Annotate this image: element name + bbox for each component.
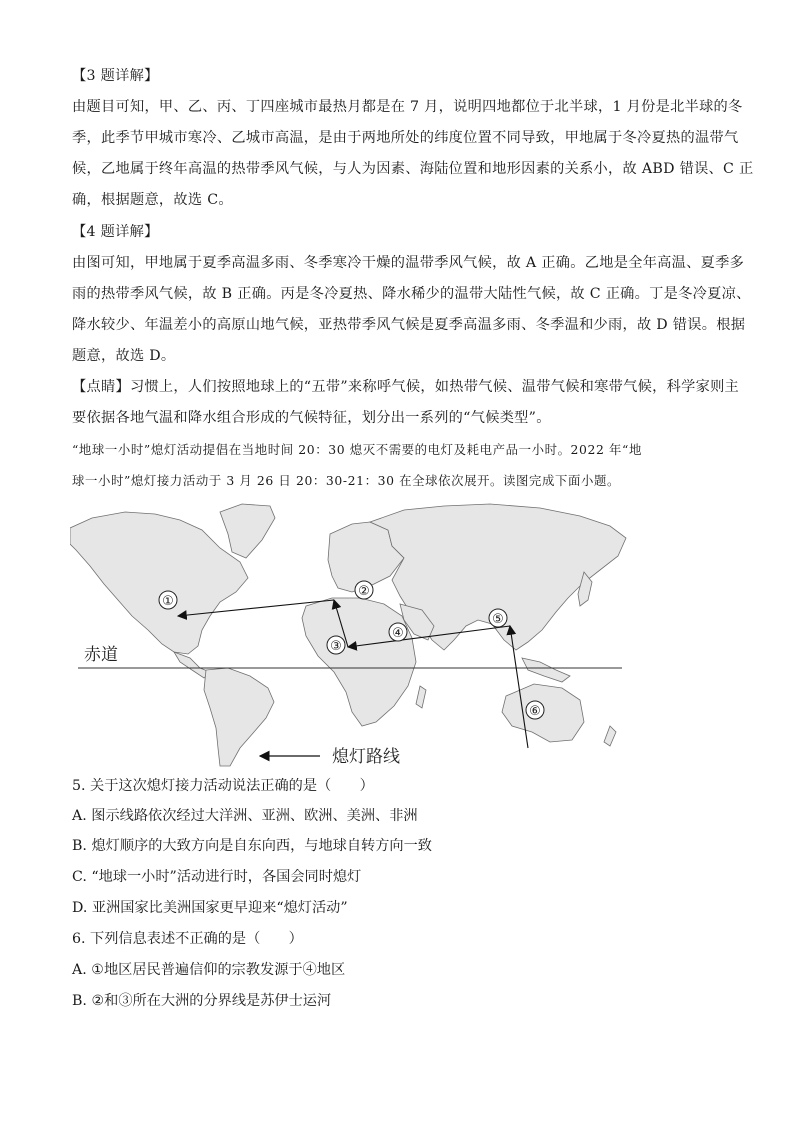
tip-line: 要依据各地气温和降水组合形成的气候特征，划分出一系列的“气候类型”。: [72, 410, 551, 426]
section3-line: 确，根据题意，故选 C。: [72, 192, 233, 208]
section3-line: 由题目可知，甲、乙、丙、丁四座城市最热月都是在 7 月，说明四地都位于北半球，1 月份是北半球的冬: [72, 99, 743, 115]
marker-4: [389, 623, 407, 641]
new-zealand-landmass: [604, 726, 616, 746]
africa-landmass: [302, 598, 416, 726]
q6-option-b: B. ②和③所在大洲的分界线是苏伊士运河: [72, 993, 332, 1009]
section3-line: 候，乙地属于终年高温的热带季风气候，与人为因素、海陆位置和地形因素的关系小，故 ABD 错误、C 正: [72, 161, 754, 177]
legend-label: 熄灯路线: [332, 747, 400, 767]
q5-option-a: A. 图示线路依次经过大洋洲、亚洲、欧洲、美洲、非洲: [72, 808, 418, 824]
svg-text:⑤: ⑤: [492, 612, 504, 627]
svg-text:④: ④: [392, 626, 404, 641]
q5-option-b: B. 熄灯顺序的大致方向是自东向西，与地球自转方向一致: [72, 838, 432, 854]
equator-label: 赤道: [84, 645, 118, 665]
section4-line: 由图可知，甲地属于夏季高温多雨、冬季寒冷干燥的温带季风气候，故 A 正确。乙地是全年高温、夏季多: [72, 255, 745, 271]
marker-1: [159, 591, 177, 609]
svg-text:②: ②: [358, 584, 370, 599]
north-america-landmass: [70, 512, 248, 654]
marker-3: [327, 636, 345, 654]
madagascar-landmass: [416, 686, 426, 708]
svg-text:⑥: ⑥: [529, 704, 541, 719]
q6-stem: 6. 下列信息表述不正确的是（ ）: [72, 931, 303, 947]
q5-option-d: D. 亚洲国家比美洲国家更早迎来“熄灯活动”: [72, 900, 348, 916]
marker-2: [355, 581, 373, 599]
marker-5: [489, 609, 507, 627]
intro-line: “地球一小时”熄灯活动提倡在当地时间 20：30 熄灭不需要的电灯及耗电产品一小时。2022 年“地: [72, 442, 642, 457]
world-map-figure: [70, 500, 630, 770]
section3-line: 季，此季节甲城市寒冷、乙城市高温，是由于两地所处的纬度位置不同导致，甲地属于冬冷夏热的温带气: [72, 130, 739, 146]
southeast-asia-islands: [522, 658, 570, 682]
q5-stem: 5. 关于这次熄灯接力活动说法正确的是（ ）: [72, 778, 374, 794]
section3-heading: 【3 题详解】: [72, 68, 159, 84]
section4-line: 降水较少、年温差小的高原山地气候，亚热带季风气候是夏季高温多雨、冬季温和少雨，故 D 错误。根据: [72, 317, 746, 333]
marker-6: [526, 701, 544, 719]
q5-option-c: C. “地球一小时”活动进行时，各国会同时熄灯: [72, 869, 362, 885]
section4-line: 雨的热带季风气候，故 B 正确。丙是冬冷夏热、降水稀少的温带大陆性气候，故 C 正确。丁是冬冷夏凉、: [72, 286, 751, 302]
greenland-landmass: [220, 504, 275, 558]
central-america-landmass: [174, 652, 210, 678]
q6-option-a: A. ①地区居民普遍信仰的宗教发源于④地区: [72, 962, 346, 978]
section4-line: 题意，故选 D。: [72, 348, 176, 364]
intro-line: 球一小时”熄灯接力活动于 3 月 26 日 20：30-21：30 在全球依次展开。读图完成下面小题。: [72, 473, 620, 488]
svg-text:①: ①: [162, 594, 174, 609]
tip-line: 【点睛】习惯上，人们按照地球上的“五带”来称呼气候，如热带气候、温带气候和寒带气候，科学家则主: [72, 379, 740, 395]
section4-heading: 【4 题详解】: [72, 224, 159, 240]
south-america-landmass: [204, 668, 274, 766]
svg-text:③: ③: [330, 639, 342, 654]
